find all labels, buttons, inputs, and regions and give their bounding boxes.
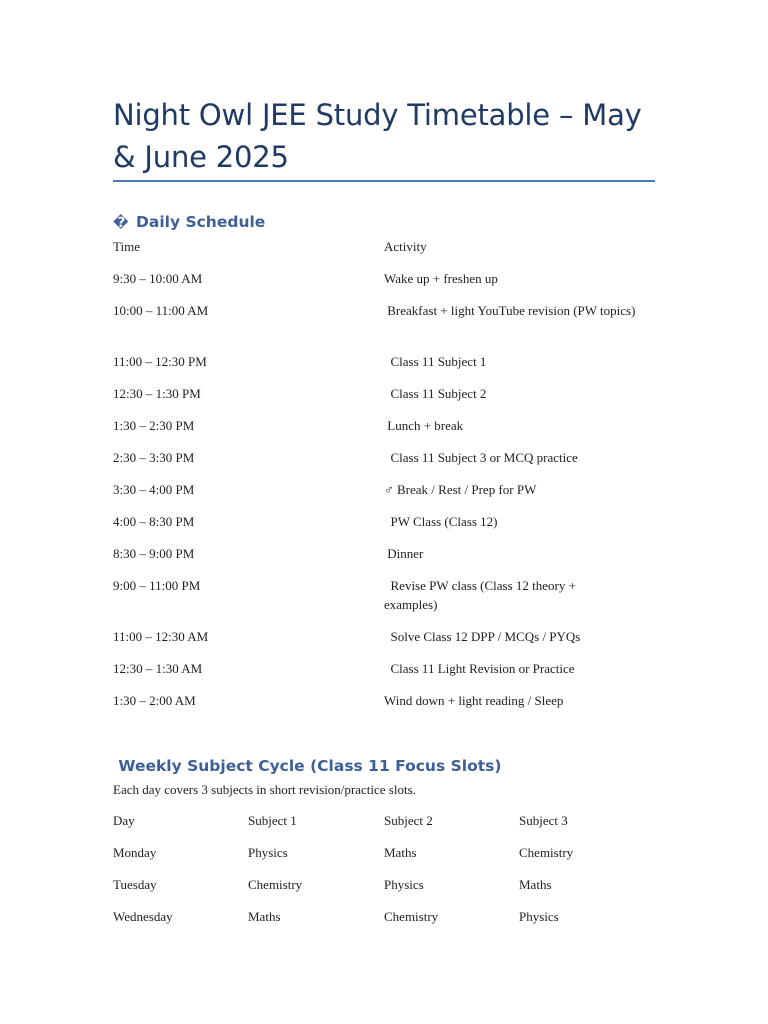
column-header-time: Time	[113, 239, 140, 254]
schedule-time: 12:30 – 1:30 AM	[113, 661, 203, 676]
schedule-activity: Lunch + break	[384, 418, 464, 433]
weekly-subject: Chemistry	[384, 909, 439, 924]
daily-schedule-heading	[113, 213, 265, 231]
weekly-cycle-heading: Weekly Subject Cycle (Class 11 Focus Slots)	[113, 757, 502, 775]
weekly-subject: Maths	[248, 909, 281, 924]
schedule-activity: PW Class (Class 12)	[384, 514, 498, 529]
schedule-activity: Dinner	[384, 546, 424, 561]
weekly-subject: Physics	[384, 877, 424, 892]
weekly-subject: Physics	[519, 909, 559, 924]
schedule-time: 4:00 – 8:30 PM	[113, 514, 195, 529]
column-header-day: Day	[113, 813, 135, 828]
schedule-time: 2:30 – 3:30 PM	[113, 450, 195, 465]
schedule-time: 3:30 – 4:00 PM	[113, 482, 195, 497]
schedule-activity: Class 11 Subject 1	[384, 354, 487, 369]
schedule-time: 11:00 – 12:30 PM	[113, 354, 207, 369]
column-header-subject-2: Subject 2	[384, 813, 433, 828]
schedule-time: 10:00 – 11:00 AM	[113, 303, 209, 318]
schedule-activity: Revise PW class (Class 12 theory + examples)	[384, 578, 580, 612]
weekly-cycle-intro: Each day covers 3 subjects in short revision/practice slots.	[113, 782, 416, 797]
column-header-subject-1: Subject 1	[248, 813, 297, 828]
schedule-activity: Breakfast + light YouTube revision (PW topics)	[384, 303, 636, 318]
schedule-activity: Wake up + freshen up	[384, 271, 498, 286]
schedule-activity: Class 11 Light Revision or Practice	[384, 661, 575, 676]
schedule-activity: ♂ Break / Rest / Prep for PW	[384, 482, 537, 497]
title-divider	[113, 180, 655, 182]
weekly-subject: Chemistry	[248, 877, 303, 892]
schedule-activity: Class 11 Subject 2	[384, 386, 487, 401]
schedule-activity: Class 11 Subject 3 or MCQ practice	[384, 450, 578, 465]
missing-glyph-icon: �	[113, 215, 129, 231]
weekly-day: Tuesday	[113, 877, 157, 892]
schedule-time: 9:30 – 10:00 AM	[113, 271, 203, 286]
daily-schedule-heading-text: Daily Schedule	[136, 213, 266, 231]
weekly-subject: Physics	[248, 845, 288, 860]
weekly-day: Monday	[113, 845, 157, 860]
column-header-subject-3: Subject 3	[519, 813, 568, 828]
column-header-activity: Activity	[384, 239, 427, 254]
schedule-time: 1:30 – 2:30 PM	[113, 418, 195, 433]
schedule-time: 8:30 – 9:00 PM	[113, 546, 195, 561]
schedule-time: 1:30 – 2:00 AM	[113, 693, 196, 708]
document-title: Night Owl JEE Study Timetable – May & June 2025	[113, 98, 642, 174]
schedule-time: 11:00 – 12:30 AM	[113, 629, 209, 644]
weekly-subject: Maths	[519, 877, 552, 892]
weekly-day: Wednesday	[113, 909, 173, 924]
schedule-time: 9:00 – 11:00 PM	[113, 578, 201, 593]
weekly-subject: Maths	[384, 845, 417, 860]
schedule-activity: Solve Class 12 DPP / MCQs / PYQs	[384, 629, 581, 644]
schedule-activity: Wind down + light reading / Sleep	[384, 693, 564, 708]
weekly-subject: Chemistry	[519, 845, 574, 860]
schedule-time: 12:30 – 1:30 PM	[113, 386, 201, 401]
